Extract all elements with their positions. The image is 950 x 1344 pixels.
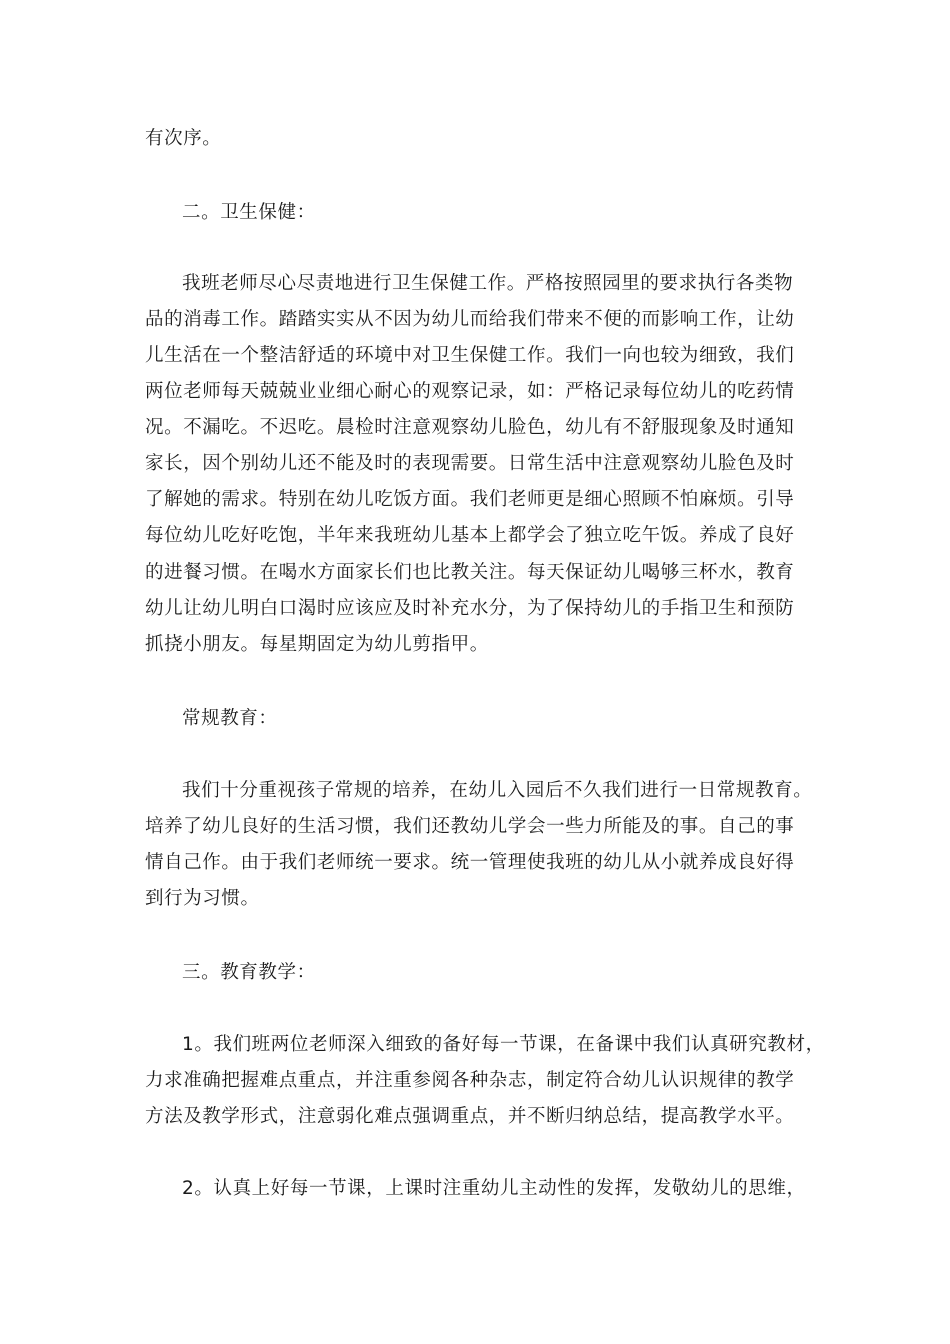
paragraph-line: 的进餐习惯。在喝水方面家长们也比教关注。每天保证幼儿喝够三杯水，教育 <box>145 562 795 583</box>
paragraph-line: 家长，因个别幼儿还不能及时的表现需要。日常生活中注意观察幼儿脸色及时 <box>145 453 795 474</box>
paragraph-line: 我们十分重视孩子常规的培养，在幼儿入园后不久我们进行一日常规教育。 <box>182 780 813 801</box>
paragraph-line: 方法及教学形式，注意弱化难点强调重点，并不断归纳总结，提高教学水平。 <box>145 1106 795 1127</box>
paragraph-line: 品的消毒工作。踏踏实实从不因为幼儿而给我们带来不便的而影响工作，让幼 <box>145 309 795 330</box>
paragraph-line: 每位幼儿吃好吃饱，半年来我班幼儿基本上都学会了独立吃午饭。养成了良好 <box>145 525 795 546</box>
paragraph-line: 我班老师尽心尽责地进行卫生保健工作。严格按照园里的要求执行各类物 <box>182 273 794 294</box>
paragraph-line: 儿生活在一个整洁舒适的环境中对卫生保健工作。我们一向也较为细致，我们 <box>145 345 795 366</box>
paragraph-line: 到行为习惯。 <box>145 888 260 909</box>
paragraph-line: 两位老师每天兢兢业业细心耐心的观察记录，如：严格记录每位幼儿的吃药情 <box>145 381 795 402</box>
paragraph-line: 况。不漏吃。不迟吃。晨检时注意观察幼儿脸色，幼儿有不舒服现象及时通知 <box>145 417 795 438</box>
section-heading-hygiene: 二。卫生保健： <box>182 202 316 223</box>
paragraph-line: 抓挠小朋友。每星期固定为幼儿剪指甲。 <box>145 634 489 655</box>
paragraph-line: 2。认真上好每一节课，上课时注重幼儿主动性的发挥，发敬幼儿的思维， <box>182 1178 806 1199</box>
paragraph-line: 1。我们班两位老师深入细致的备好每一节课，在备课中我们认真研究教材， <box>182 1034 825 1055</box>
paragraph-line: 有次序。 <box>145 128 222 149</box>
paragraph-line: 培养了幼儿良好的生活习惯，我们还教幼儿学会一些力所能及的事。自己的事 <box>145 816 795 837</box>
paragraph-line: 力求准确把握难点重点，并注重参阅各种杂志，制定符合幼儿认识规律的教学 <box>145 1070 795 1091</box>
paragraph-line: 幼儿让幼儿明白口渴时应该应及时补充水分，为了保持幼儿的手指卫生和预防 <box>145 598 795 619</box>
section-heading-routine: 常规教育： <box>182 708 278 729</box>
paragraph-line: 了解她的需求。特别在幼儿吃饭方面。我们老师更是细心照顾不怕麻烦。引导 <box>145 489 795 510</box>
paragraph-line: 情自己作。由于我们老师统一要求。统一管理使我班的幼儿从小就养成良好得 <box>145 852 795 873</box>
section-heading-teaching: 三。教育教学： <box>182 962 316 983</box>
